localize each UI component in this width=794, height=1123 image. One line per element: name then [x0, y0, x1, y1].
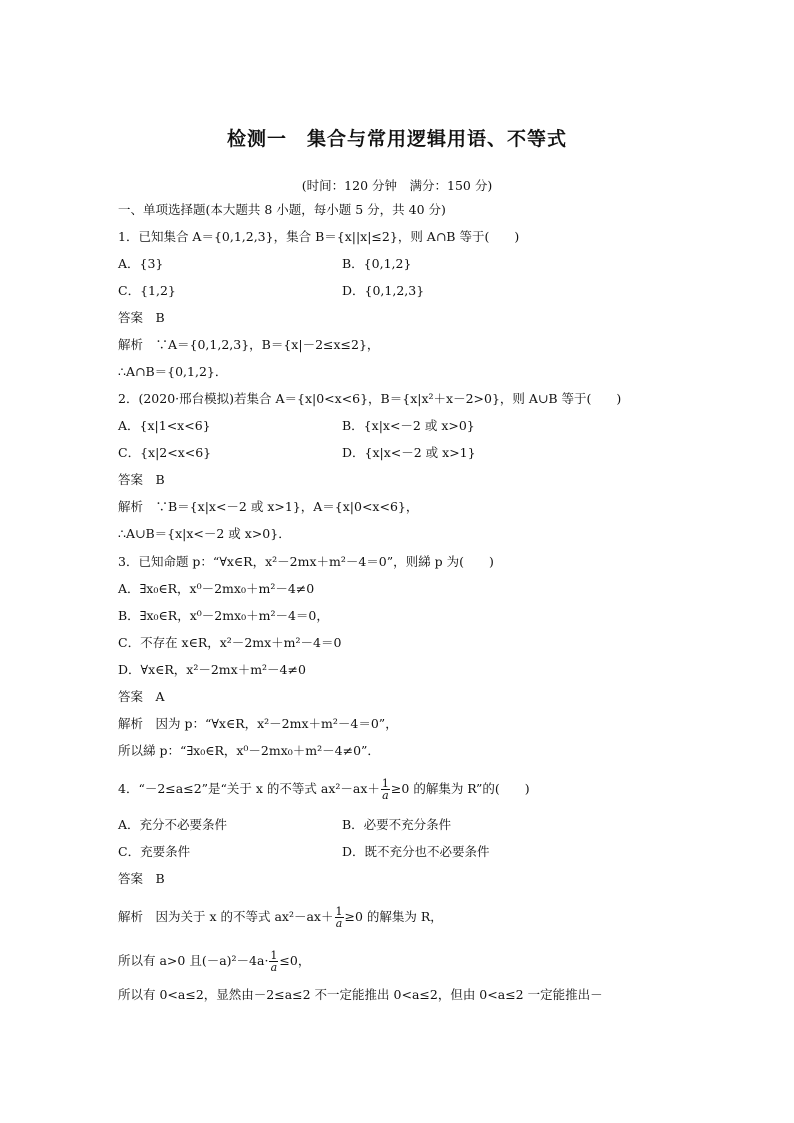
- q4-analysis-1-part1: 解析 因为关于 x 的不等式 ax²－ax＋: [118, 909, 334, 924]
- q3-option-b: B．∃x₀∈R，x⁰－2mx₀＋m²－4＝0，: [118, 608, 329, 623]
- fraction-denominator: a: [382, 789, 389, 802]
- q2-option-c: C．{x|2<x<6}: [118, 445, 212, 460]
- q3-answer: 答案 A: [118, 689, 165, 704]
- q2-analysis-1: 解析 ∵B＝{x|x<－2 或 x>1}，A＝{x|0<x<6}，: [118, 499, 419, 514]
- q3-option-d: D．∀x∈R，x²－2mx＋m²－4≠0: [118, 662, 306, 677]
- fraction-numerator: 1: [270, 949, 278, 962]
- fraction: [381, 778, 390, 801]
- q4-analysis-1-part2: ≥0 的解集为 R，: [344, 909, 443, 924]
- fraction-denominator: a: [335, 917, 343, 930]
- fraction-numerator: 1: [335, 905, 343, 918]
- q1-option-c: C．{1,2}: [118, 283, 176, 298]
- fraction: [335, 906, 344, 929]
- q3-stem: 3．已知命题 p：“∀x∈R，x²－2mx＋m²－4＝0”，则綈 p 为( ): [118, 554, 494, 569]
- q2-option-d: D．{x|x<－2 或 x>1}: [342, 445, 476, 460]
- q3-option-c: C．不存在 x∈R，x²－2mx＋m²－4＝0: [118, 635, 342, 650]
- q2-option-a: A．{x|1<x<6}: [118, 418, 211, 433]
- q4-analysis-2-part2: ≤0，: [279, 953, 311, 968]
- fraction-denominator: a: [270, 961, 278, 974]
- q2-answer: 答案 B: [118, 472, 165, 487]
- q2-stem: 2．(2020·邢台模拟)若集合 A＝{x|0<x<6}，B＝{x|x²＋x－2>0}，则 A∪B 等于( ): [118, 391, 622, 406]
- section-heading: 一、单项选择题(本大题共 8 小题，每小题 5 分，共 40 分): [118, 202, 446, 217]
- fraction-numerator: 1: [381, 777, 389, 790]
- q4-stem-part1: 4．“－2≤a≤2”是“关于 x 的不等式 ax²－ax＋: [118, 781, 380, 796]
- q1-analysis-2: ∴A∩B＝{0,1,2}．: [118, 364, 228, 379]
- q4-analysis-1: [118, 906, 443, 929]
- q1-analysis-1: 解析 ∵A＝{0,1,2,3}，B＝{x|－2≤x≤2}，: [118, 337, 380, 352]
- exam-info: (时间：120 分钟 满分：150 分): [301, 178, 493, 193]
- q4-analysis-2: [118, 950, 310, 973]
- q1-stem: 1．已知集合 A＝{0,1,2,3}，集合 B＝{x||x|≤2}，则 A∩B 等于( ): [118, 229, 520, 244]
- q4-analysis-3: 所以有 0<a≤2，显然由－2≤a≤2 不一定能推出 0<a≤2，但由 0<a≤2 一定能推出－: [118, 987, 603, 1002]
- q1-option-a: A．{3}: [118, 256, 164, 271]
- q2-analysis-2: ∴A∪B＝{x|x<－2 或 x>0}．: [118, 526, 291, 541]
- q4-option-b: B．必要不充分条件: [342, 817, 452, 832]
- q4-option-c: C．充要条件: [118, 844, 191, 859]
- fraction: [269, 950, 278, 973]
- q4-answer: 答案 B: [118, 871, 165, 886]
- q1-option-b: B．{0,1,2}: [342, 256, 412, 271]
- q2-option-b: B．{x|x<－2 或 x>0}: [342, 418, 475, 433]
- q4-option-a: A．充分不必要条件: [118, 817, 228, 832]
- q1-option-d: D．{0,1,2,3}: [342, 283, 425, 298]
- q1-answer: 答案 B: [118, 310, 165, 325]
- q4-stem: [118, 778, 530, 801]
- page-title: 检测一 集合与常用逻辑用语、不等式: [226, 128, 567, 150]
- q4-option-d: D．既不充分也不必要条件: [342, 844, 490, 859]
- q3-option-a: A．∃x₀∈R，x⁰－2mx₀＋m²－4≠0: [118, 581, 315, 596]
- q4-analysis-2-part1: 所以有 a>0 且(－a)²－4a·: [118, 953, 269, 968]
- q3-analysis-2: 所以綈 p：“∃x₀∈R，x⁰－2mx₀＋m²－4≠0”．: [118, 743, 380, 758]
- q3-analysis-1: 解析 因为 p：“∀x∈R，x²－2mx＋m²－4＝0”，: [118, 716, 398, 731]
- q4-stem-part2: ≥0 的解集为 R”的( ): [390, 781, 530, 796]
